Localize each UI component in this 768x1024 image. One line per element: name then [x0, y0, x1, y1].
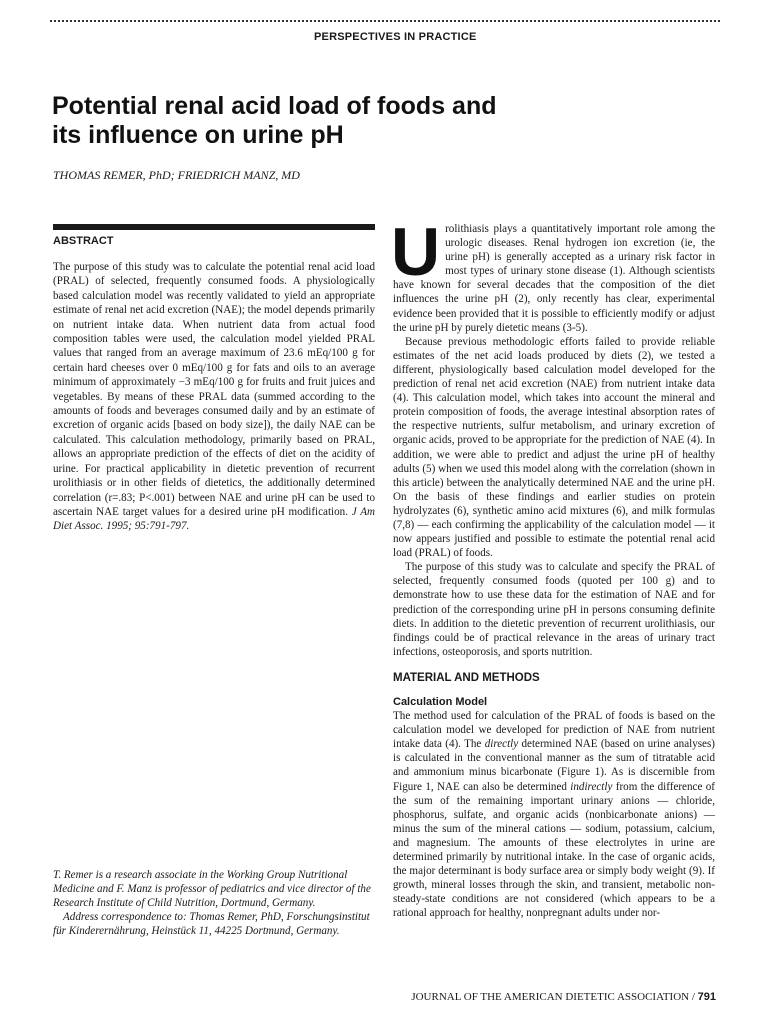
para4-text-a: The method used for calculation of the PRAL of foods is based on the calculation model we developed for prediction of NAE from nutrient intake data (4). The	[393, 710, 715, 751]
section-label: PERSPECTIVES IN PRACTICE	[314, 31, 477, 43]
correspondence-address: Address correspondence to: Thomas Remer, PhD, Forschungsinstitut für Kinderernährung, Heinstück 11, 44225 Dortmund, Germany.	[53, 911, 370, 937]
para4-text-b: determined NAE (based on urine analyses) is calculated in the conventional manner as the sum of titratable acid and ammonium minus bicarbonate (Figure 1). As is discernible from Figure 1, NAE can also be determined	[393, 738, 715, 793]
author-affiliation: T. Remer is a research associate in the Working Group Nutritional Medicine and F. Manz is professor of pediatrics and vice director of the Research Institute of Child Nutrition, Dortmund, Germany.	[53, 869, 371, 909]
body-column	[391, 214, 715, 921]
body-paragraph-2: Because previous methodologic efforts failed to provide reliable estimates of the net acid loads produced by diets (2), we tested a different, physiologically based calculation model developed for the prediction of renal net acid excretion (NAE) from nutrient intake data (4). This calculation model, which takes into account the mineral and protein composition of foods, the average intestinal absorption rates of the respective nutrients, sulfur metabolism, and urinary excretion of organic acids, proved to be appropriate for the prediction of NAE (4). In addition, we were able to predict and adjust the urine pH of healthy adults (5) when we used this model along with the correlation (shown in this article) between the analytically determined NAE and the urine pH. On the basis of these findings and earlier studies on protein hydrolyzates (6), synthetic amino acid mixtures (6), and milk formulas (7,8) — each confirming the applicability of the calculation model — it now appears justified and possible to estimate the potential renal acid load (PRAL) of foods.	[393, 335, 715, 560]
abstract-heading: ABSTRACT	[53, 235, 114, 247]
header-dotted-rule	[50, 20, 720, 22]
para4-emphasis-directly: directly	[484, 738, 519, 751]
journal-name: JOURNAL OF THE AMERICAN DIETETIC ASSOCIATION /	[411, 991, 698, 1003]
para4-emphasis-indirectly: indirectly	[570, 780, 613, 793]
body-paragraph-3: The purpose of this study was to calculate and specify the PRAL of selected, frequently consumed foods (quoted per 100 g) and to demonstrate how to use these data for the estimation of NAE and for prediction of the corresponding urine pH in persons consuming definite diets. In addition to the dietetic prevention of recurrent urolithiasis, our findings could be of practical relevance in the areas of urinary tract infections, osteoporosis, and sports nutrition.	[393, 561, 715, 658]
abstract-citation: J Am Diet Assoc. 1995; 95:791-797.	[53, 505, 375, 533]
body-paragraph-1: rolithiasis plays a quantitatively important role among the urologic diseases. Renal hydrogen ion excretion (ie, the urine pH) is generally accepted as a urinary risk factor in most types of urinary stone disease (1). Although scientists have known for several decades that the composition of the diet influences the urine pH (2), only recently has clear, experimental evidence been provided that it is possible to efficiently modify or adjust the urine pH by purely dietetic means (3-5).	[393, 223, 715, 334]
subsection-heading-calculation-model: Calculation Model	[393, 696, 488, 708]
author-footnote	[53, 868, 375, 938]
body-paragraph-4	[393, 709, 715, 920]
abstract-text	[53, 260, 375, 534]
page-number: 791	[697, 991, 716, 1003]
para4-text-c: from the difference of the sum of the remaining important urinary anions — chloride, phosphorus, sulfate, and organic acids (nonbicarbonate anions) — minus the sum of the mineral cations — sodium, potassium, calcium, and magnesium. The amounts of these electrolytes in urine are determined primarily by nutritional intake. In the case of organic acids, the major determinant is body surface area or simply body weight (9). If growth, mineral losses through the skin, and transient, metabolic non-steady-state conditions are not considered (which appears to be a rational approach for healthy, nonpregnant adults under nor-	[393, 780, 715, 920]
title-line-2: its influence on urine pH	[52, 121, 344, 149]
page-footer	[394, 991, 716, 1003]
article-title	[52, 92, 572, 150]
title-line-1: Potential renal acid load of foods and	[52, 92, 497, 120]
drop-cap: U	[391, 214, 441, 290]
abstract-body: The purpose of this study was to calculate the potential renal acid load (PRAL) of selected, frequently consumed foods. A physiologically based calculation model was recently validated to yield an appropriate estimate of renal net acid excretion (NAE); the model depends primarily on nutrient intake data. When nutrient data from actual food composition tables were used, the calculation model yielded PRAL values that ranged from an average maximum of 23.6 mEq/100 g for certain hard cheeses over 0 mEq/100 g for fats and oils to an average minimum of approximately −3 mEq/100 g for fruits and fruit juices and vegetables. By means of these PRAL data (summed according to the amounts of foods and beverages consumed daily and by an estimate of excretion of organic acids [based on body size]), the daily NAE can be calculated. This calculation methodology, primarily based on PRAL, allows an appropriate prediction of the effects of diet on the acidity of urine. For practical applicability in dietetic prevention of recurrent urolithiasis or in other fields of dietetics, the additionally determined correlation (r=.83; P<.001) between NAE and urine pH can be used to ascertain NAE target values for a desired urine pH modification.	[53, 261, 375, 518]
abstract-rule	[53, 224, 375, 230]
section-heading-methods: MATERIAL AND METHODS	[393, 671, 540, 684]
author-list: THOMAS REMER, PhD; FRIEDRICH MANZ, MD	[53, 168, 300, 182]
